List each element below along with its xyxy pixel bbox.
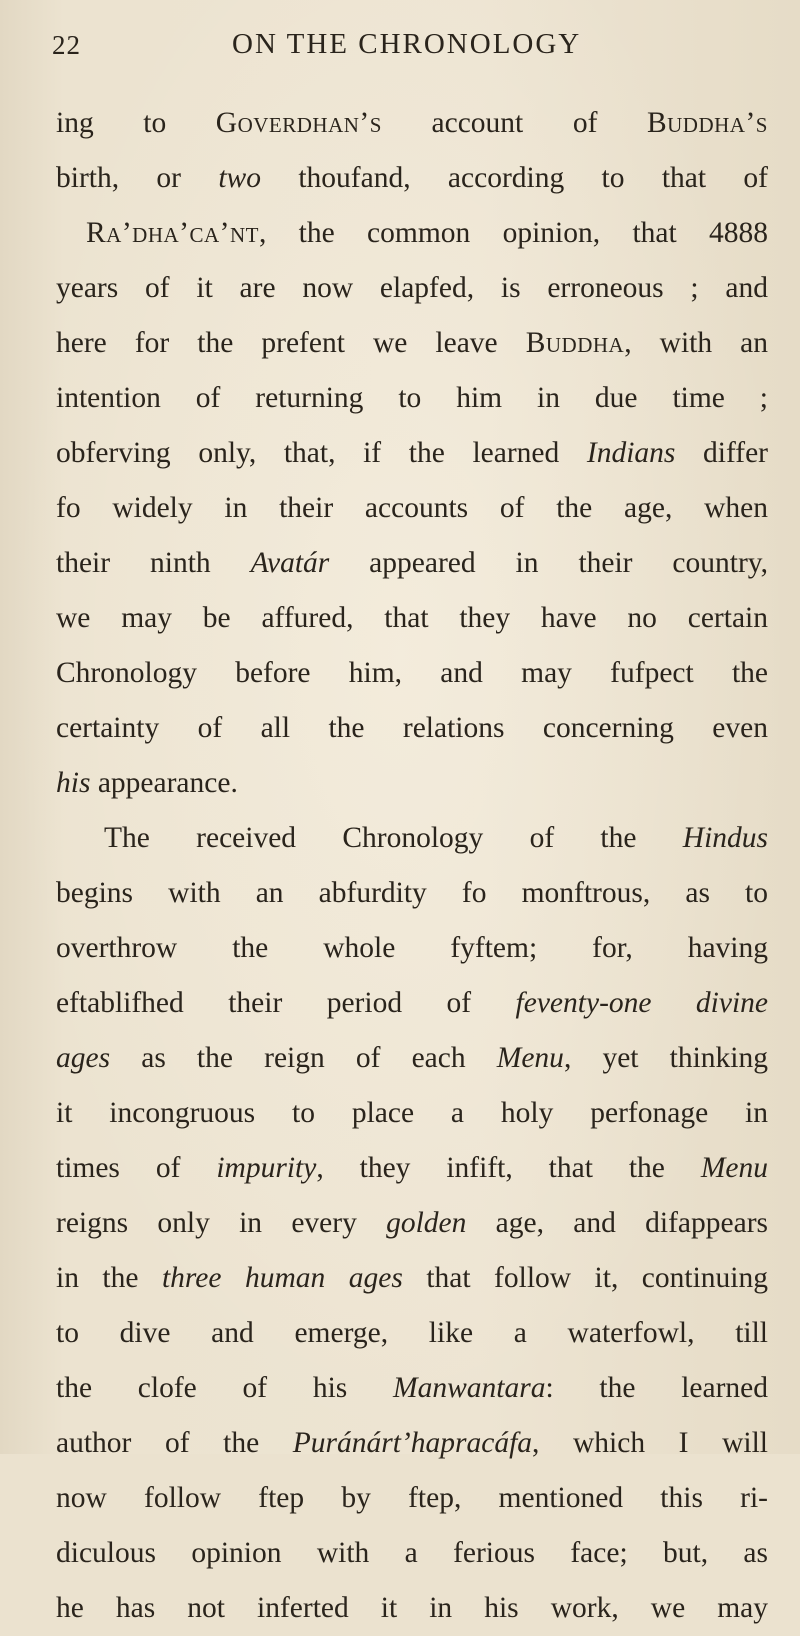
text-run: differ	[675, 437, 769, 469]
text-line	[56, 151, 768, 206]
text-line	[56, 1416, 768, 1471]
italic-text: Hindus	[682, 822, 768, 854]
small-caps-text: Ra’dha’ca’nt	[86, 217, 259, 249]
italic-text: Menu	[496, 1042, 564, 1074]
text-line	[56, 1196, 768, 1251]
italic-text: Menu	[700, 1152, 768, 1184]
text-line	[56, 371, 768, 426]
text-line	[56, 426, 768, 481]
italic-text: his	[56, 767, 91, 799]
text-line	[56, 976, 768, 1031]
text-run: reigns only in every	[56, 1207, 387, 1239]
text-run: author of the	[56, 1427, 293, 1459]
text-line	[56, 316, 768, 371]
small-caps-text: Buddha	[525, 327, 625, 359]
text-run: he has not inferted it in his work, we may	[56, 1592, 768, 1624]
text-run: birth, or	[56, 162, 219, 194]
italic-text: three human ages	[161, 1262, 403, 1294]
text-run: intention of returning to him in due time ;	[56, 382, 768, 414]
text-line	[56, 1361, 768, 1416]
text-run: to dive and emerge, like a waterfowl, till	[56, 1317, 768, 1349]
text-run: , yet thinking	[563, 1042, 768, 1074]
text-line	[56, 96, 768, 151]
text-run: Chronology before him, and may fufpect the	[56, 657, 768, 689]
text-run: diculous opinion with a ferious face; but, as	[56, 1537, 768, 1569]
text-run: it incongruous to place a holy perfonage in	[56, 1097, 768, 1129]
text-line	[56, 591, 768, 646]
text-line	[56, 1306, 768, 1361]
page-header	[0, 18, 800, 68]
text-run: , the common opinion, that 4888	[258, 217, 768, 249]
text-run: appearance.	[90, 767, 238, 799]
italic-text: two	[218, 162, 261, 194]
text-run: The received Chronology of the	[104, 822, 683, 854]
text-line	[56, 701, 768, 756]
text-run: obferving only, that, if the learned	[56, 437, 587, 469]
text-line	[56, 206, 768, 261]
text-run: that follow it, continuing	[402, 1262, 768, 1294]
text-run: times of	[56, 1152, 217, 1184]
italic-text: Puránárt’hapracáfa	[292, 1427, 533, 1459]
text-run: thoufand, according to that of	[260, 162, 768, 194]
text-line	[56, 866, 768, 921]
italic-text: golden	[386, 1207, 467, 1239]
text-line	[56, 1471, 768, 1526]
text-run: appeared in their country,	[329, 547, 769, 579]
text-run: certainty of all the relations concerning even	[56, 712, 768, 744]
italic-text: feventy-one divine	[515, 987, 769, 1019]
text-run: as the reign of each	[110, 1042, 497, 1074]
text-line	[56, 646, 768, 701]
text-line	[56, 1086, 768, 1141]
small-caps-text: Buddha’s	[646, 107, 768, 139]
text-line	[56, 1031, 768, 1086]
running-head: ON THE CHRONOLOGY	[232, 28, 582, 60]
text-run: : the learned	[545, 1372, 768, 1404]
text-line	[56, 1251, 768, 1306]
small-caps-text: Goverdhan’s	[215, 107, 382, 139]
italic-text: Manwantara	[393, 1372, 546, 1404]
text-line	[56, 261, 768, 316]
text-line	[56, 481, 768, 536]
text-run: their ninth	[56, 547, 251, 579]
text-line	[56, 1526, 768, 1581]
body-text	[56, 96, 768, 1636]
text-run: fo widely in their accounts of the age, when	[56, 492, 768, 524]
text-run: begins with an abfurdity fo monftrous, as to	[56, 877, 768, 909]
text-run: account of	[381, 107, 647, 139]
text-run: , they infift, that the	[316, 1152, 701, 1184]
text-line	[56, 811, 768, 866]
italic-text: ages	[56, 1042, 111, 1074]
italic-text: Avatár	[250, 547, 330, 579]
text-line	[56, 756, 768, 811]
text-run: , which I will	[532, 1427, 768, 1459]
text-run: now follow ftep by ftep, mentioned this ri-	[56, 1482, 768, 1514]
text-run: ing to	[56, 107, 216, 139]
text-run: here for the prefent we leave	[56, 327, 526, 359]
text-line	[56, 1581, 768, 1636]
text-run: the clofe of his	[56, 1372, 394, 1404]
text-run: age, and difappears	[466, 1207, 768, 1239]
italic-text: Indians	[586, 437, 676, 469]
text-run: overthrow the whole fyftem; for, having	[56, 932, 768, 964]
text-run: , with an	[624, 327, 768, 359]
text-line	[56, 1141, 768, 1196]
text-run: in the	[56, 1262, 162, 1294]
text-run: we may be affured, that they have no certain	[56, 602, 768, 634]
italic-text: impurity	[216, 1152, 317, 1184]
text-run: years of it are now elapfed, is erroneous ; and	[56, 272, 768, 304]
text-line	[56, 536, 768, 591]
page-number: 22	[52, 30, 81, 60]
text-line	[56, 921, 768, 976]
text-run: eftablifhed their period of	[56, 987, 516, 1019]
